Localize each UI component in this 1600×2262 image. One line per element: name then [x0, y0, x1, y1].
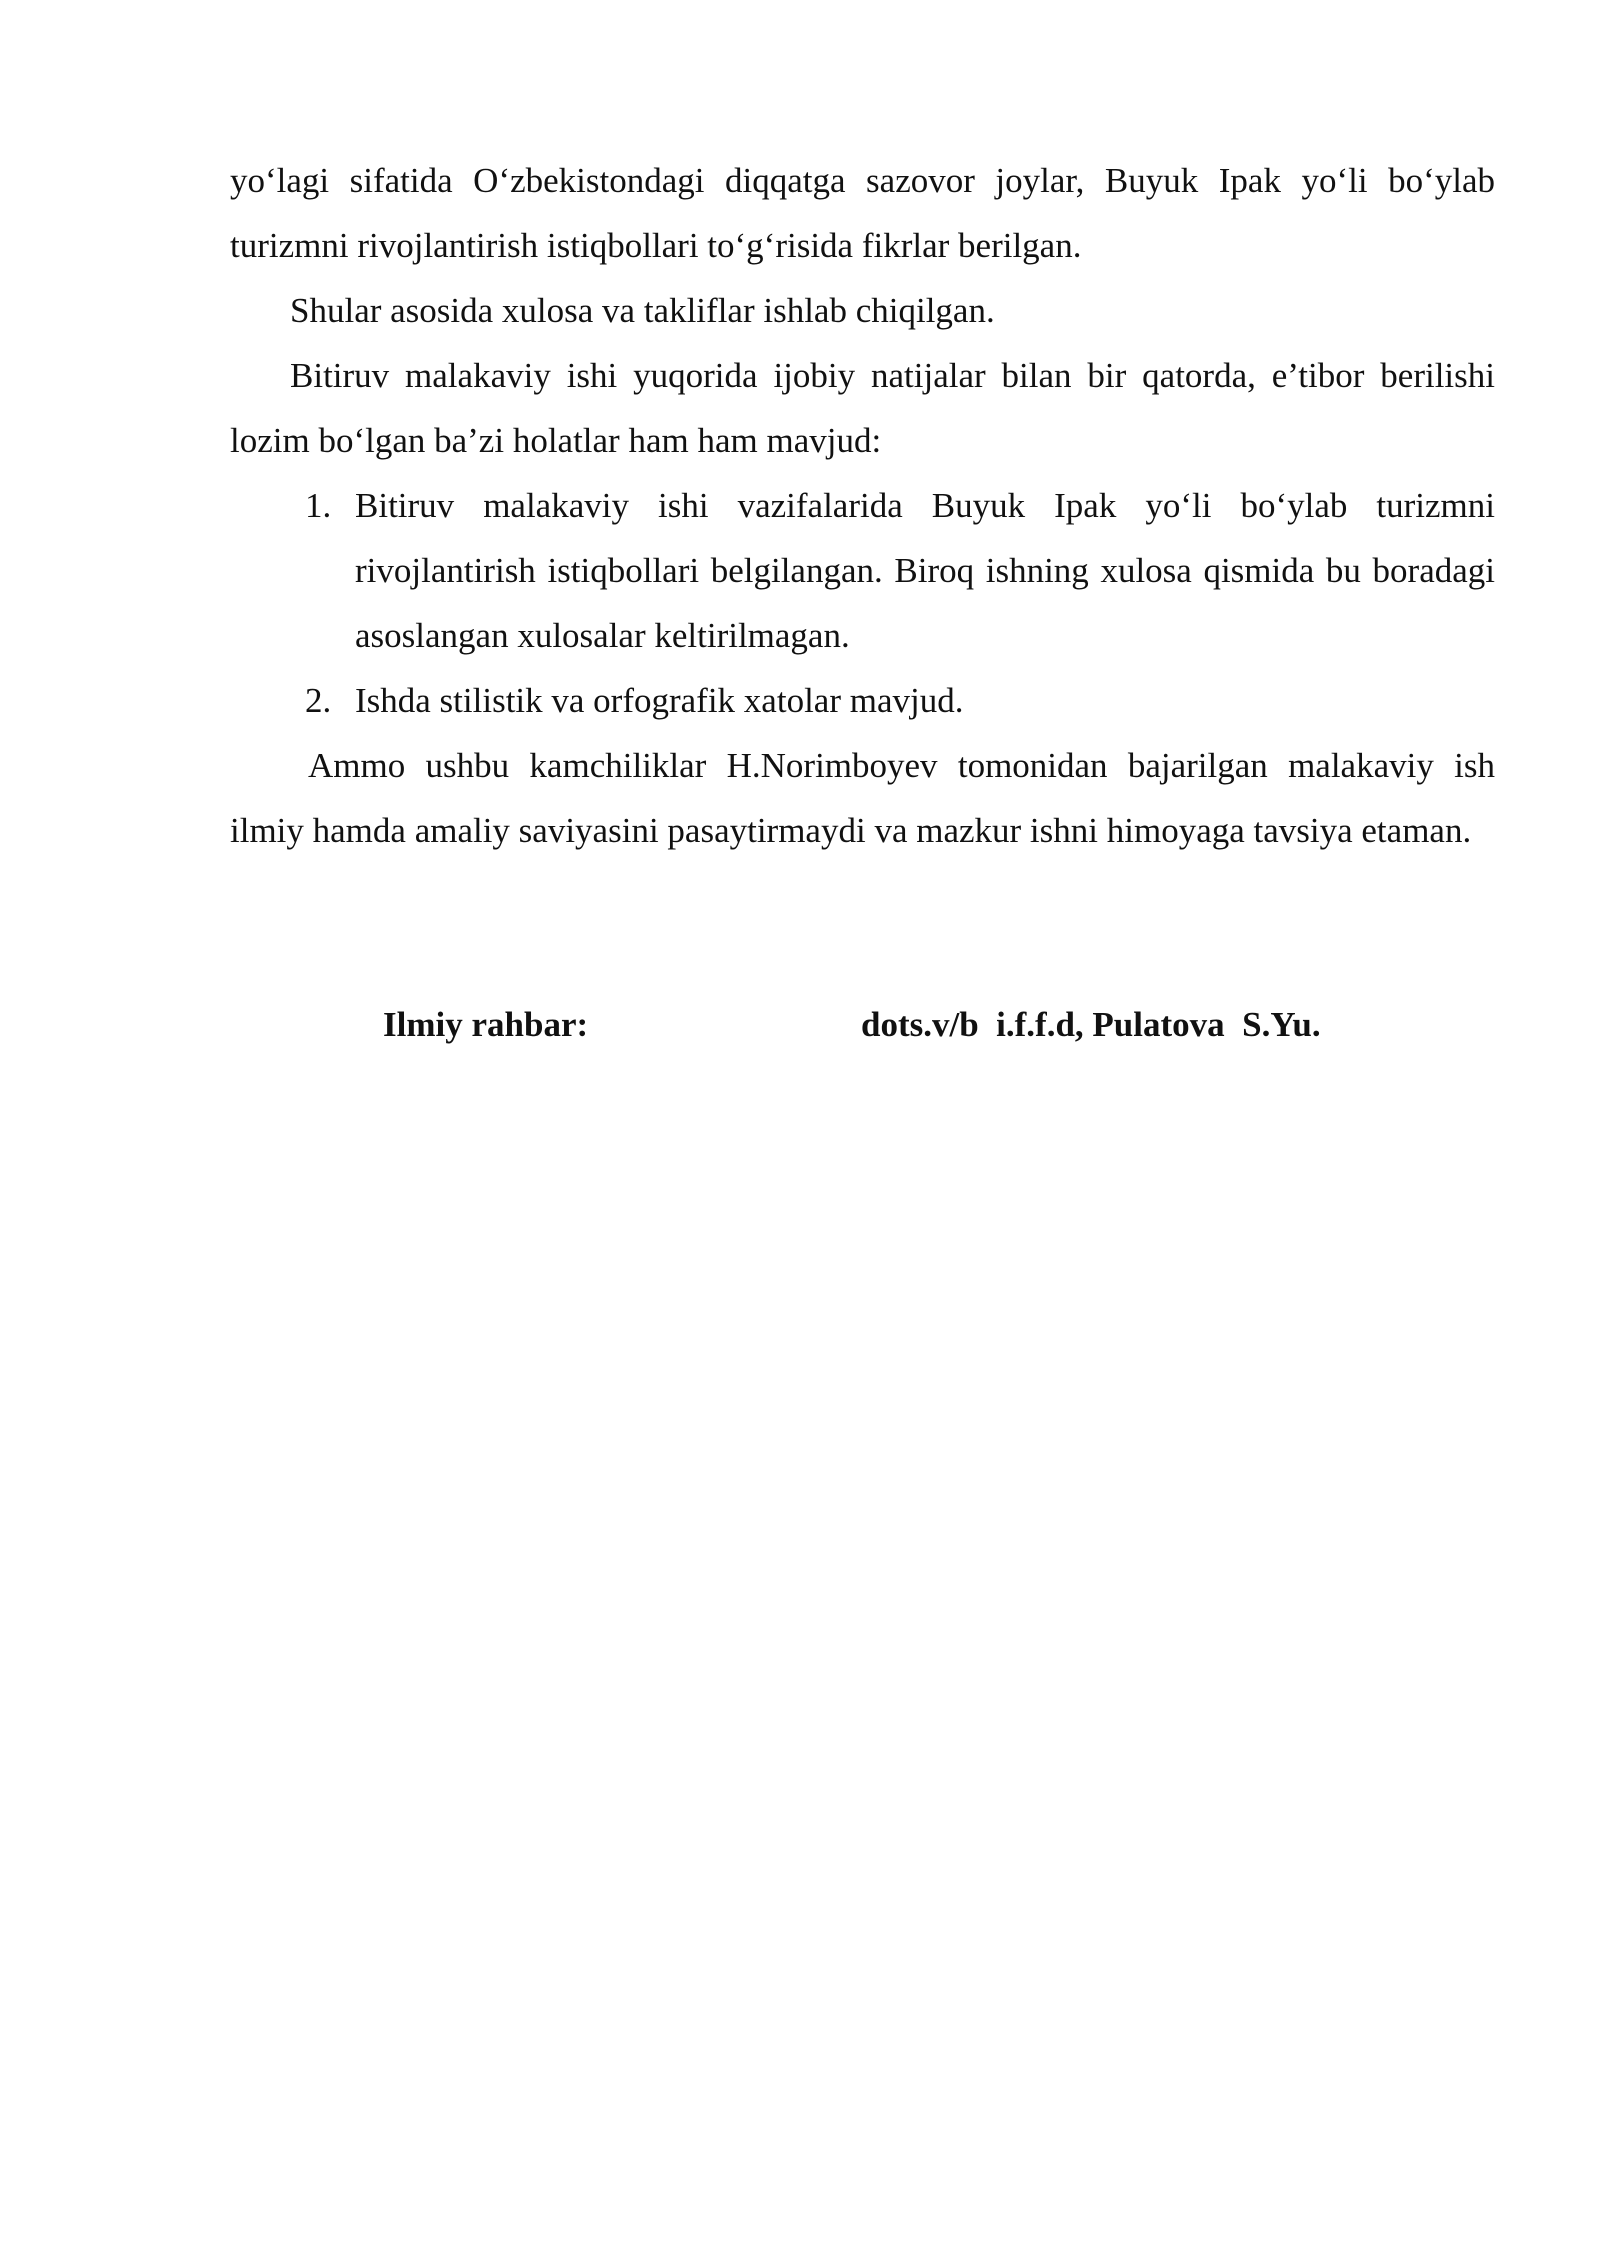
list-item-text: Ishda stilistik va orfografik xatolar mavjud.: [355, 681, 964, 720]
list-item-number: 2.: [305, 681, 332, 720]
shortcomings-list: [230, 473, 1495, 733]
list-item: [230, 473, 1495, 668]
paragraph-conclusion: Shular asosida xulosa va takliflar ishlab chiqilgan.: [290, 291, 995, 330]
document-body: [230, 148, 1495, 863]
signature-label: Ilmiy rahbar:: [383, 1005, 589, 1044]
list-item-number: 1.: [305, 486, 332, 525]
paragraph-continuation: yo‘lagi sifatida O‘zbekistondagi diqqatga sazovor joylar, Buyuk Ipak yo‘li bo‘ylab turizmni rivojlantirish istiqbollari to‘g‘risida fikrlar berilgan.: [230, 161, 1495, 265]
list-item: [230, 668, 1495, 733]
paragraph-recommendation: Ammo ushbu kamchiliklar H.Norimboyev tomonidan bajarilgan malakaviy ish ilmiy hamda amaliy saviyasini pasaytirmaydi va mazkur ishni himoyaga tavsiya etaman.: [230, 746, 1495, 850]
paragraph-shortcomings-intro: Bitiruv malakaviy ishi yuqorida ijobiy natijalar bilan bir qatorda, e’tibor berilishi lozim bo‘lgan ba’zi holatlar ham ham mavjud:: [230, 356, 1495, 460]
signature-name: dots.v/b i.f.f.d, Pulatova S.Yu.: [861, 1005, 1321, 1044]
list-item-text: Bitiruv malakaviy ishi vazifalarida Buyuk Ipak yo‘li bo‘ylab turizmni rivojlantirish istiqbollari belgilangan. Biroq ishning xulosa qismida bu boradagi asoslangan xulosalar keltirilmagan.: [355, 486, 1495, 655]
